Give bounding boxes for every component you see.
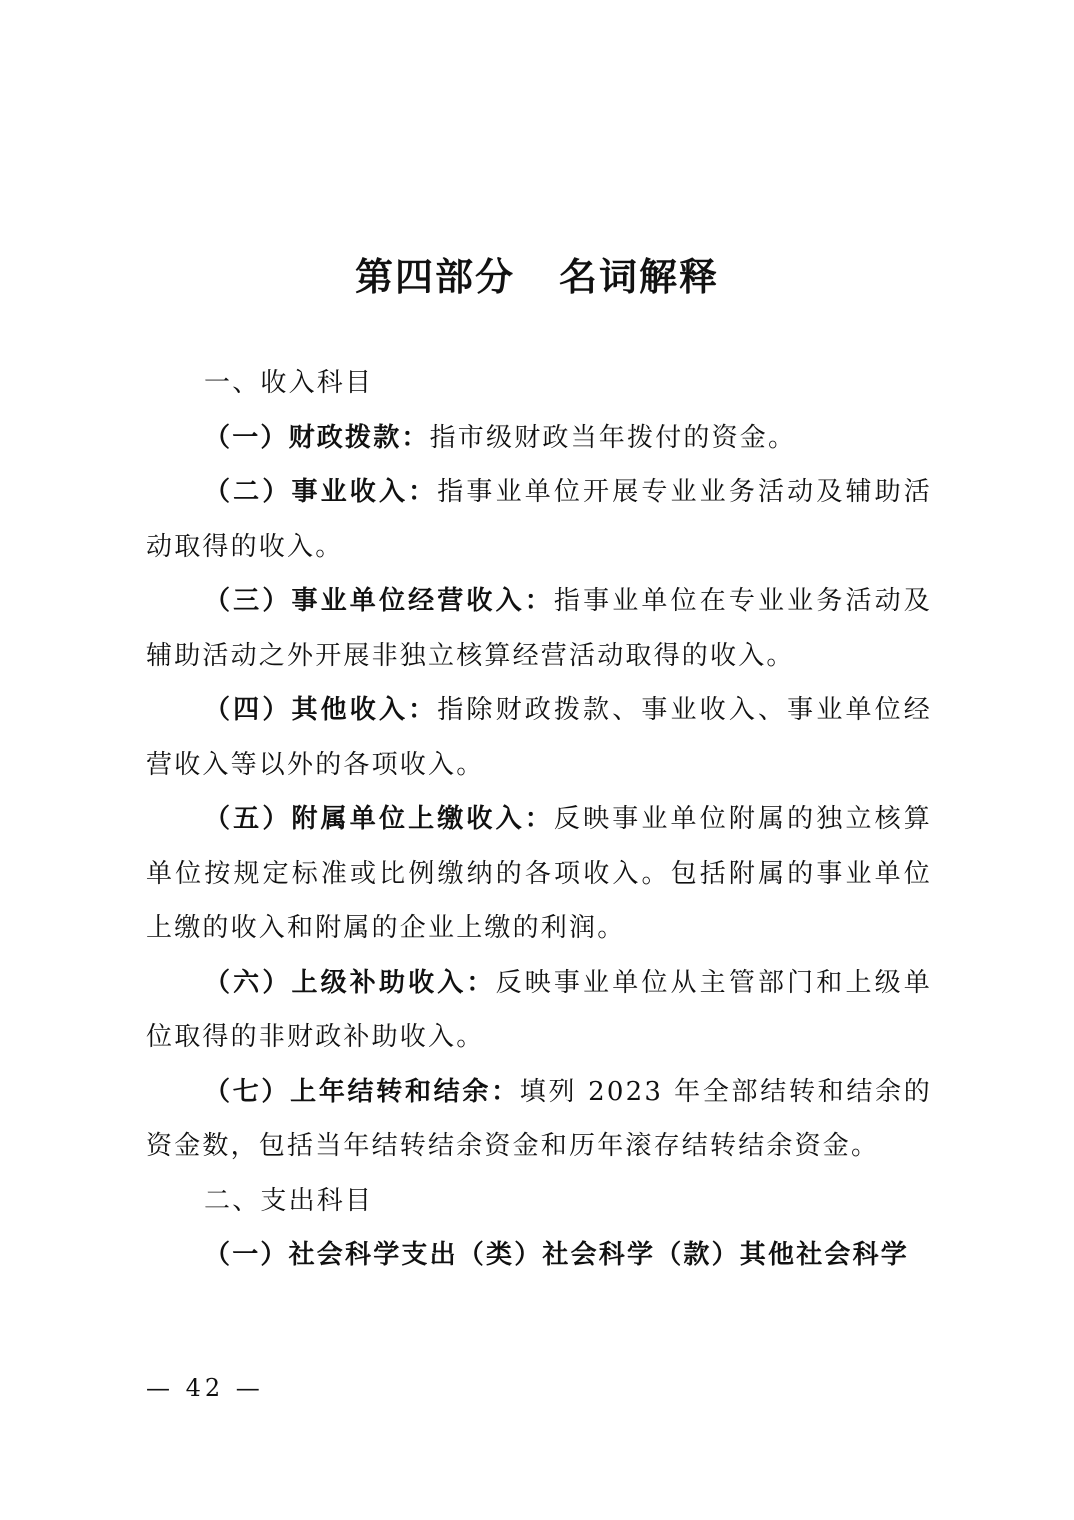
term-text: 填列 2023 年全部结转和结余的资金数，包括当年结转结余资金和历年滚存结转结余资金。 xyxy=(146,1076,932,1161)
term-label: （一）社会科学支出（类）社会科学（款）其他社会科学 xyxy=(204,1240,910,1270)
paragraph xyxy=(146,465,932,574)
page-number: — 42 — xyxy=(146,1374,264,1402)
term-text: 指事业单位在专业业务活动及辅助活动之外开展非独立核算经营活动取得的收入。 xyxy=(146,586,932,671)
term-text: 反映事业单位附属的独立核算单位按规定标准或比例缴纳的各项收入。包括附属的事业单位上缴的收入和附属的企业上缴的利润。 xyxy=(146,804,932,943)
term-text: 指事业单位开展专业业务活动及辅助活动取得的收入。 xyxy=(146,477,932,562)
paragraph xyxy=(146,1228,932,1283)
paragraph xyxy=(146,956,932,1065)
term-label: （一）财政拨款： xyxy=(204,422,430,453)
term-label: （四）其他收入： xyxy=(204,695,438,725)
paragraph xyxy=(146,411,932,466)
section-heading: 一、收入科目 xyxy=(204,368,374,398)
paragraph xyxy=(146,683,932,792)
term-text: 反映事业单位从主管部门和上级单位取得的非财政补助收入。 xyxy=(146,967,932,1052)
document-body xyxy=(146,356,932,1283)
term-label: （六）上级补助收入： xyxy=(204,967,496,998)
term-text: 指除财政拨款、事业收入、事业单位经营收入等以外的各项收入。 xyxy=(146,695,932,780)
section-heading: 二、支出科目 xyxy=(204,1185,374,1216)
paragraph xyxy=(146,792,932,956)
page-title xyxy=(0,246,1074,301)
title-part: 第四部分 xyxy=(354,254,515,299)
term-label: （五）附属单位上缴收入： xyxy=(204,804,554,834)
term-label: （二）事业收入： xyxy=(204,477,438,507)
term-label: （三）事业单位经营收入： xyxy=(204,586,554,616)
term-label: （七）上年结转和结余： xyxy=(204,1076,520,1107)
paragraph xyxy=(146,574,932,683)
term-text: 指市级财政当年拨付的资金。 xyxy=(429,422,797,453)
paragraph xyxy=(146,1065,932,1174)
title-name: 名词解释 xyxy=(559,254,720,299)
